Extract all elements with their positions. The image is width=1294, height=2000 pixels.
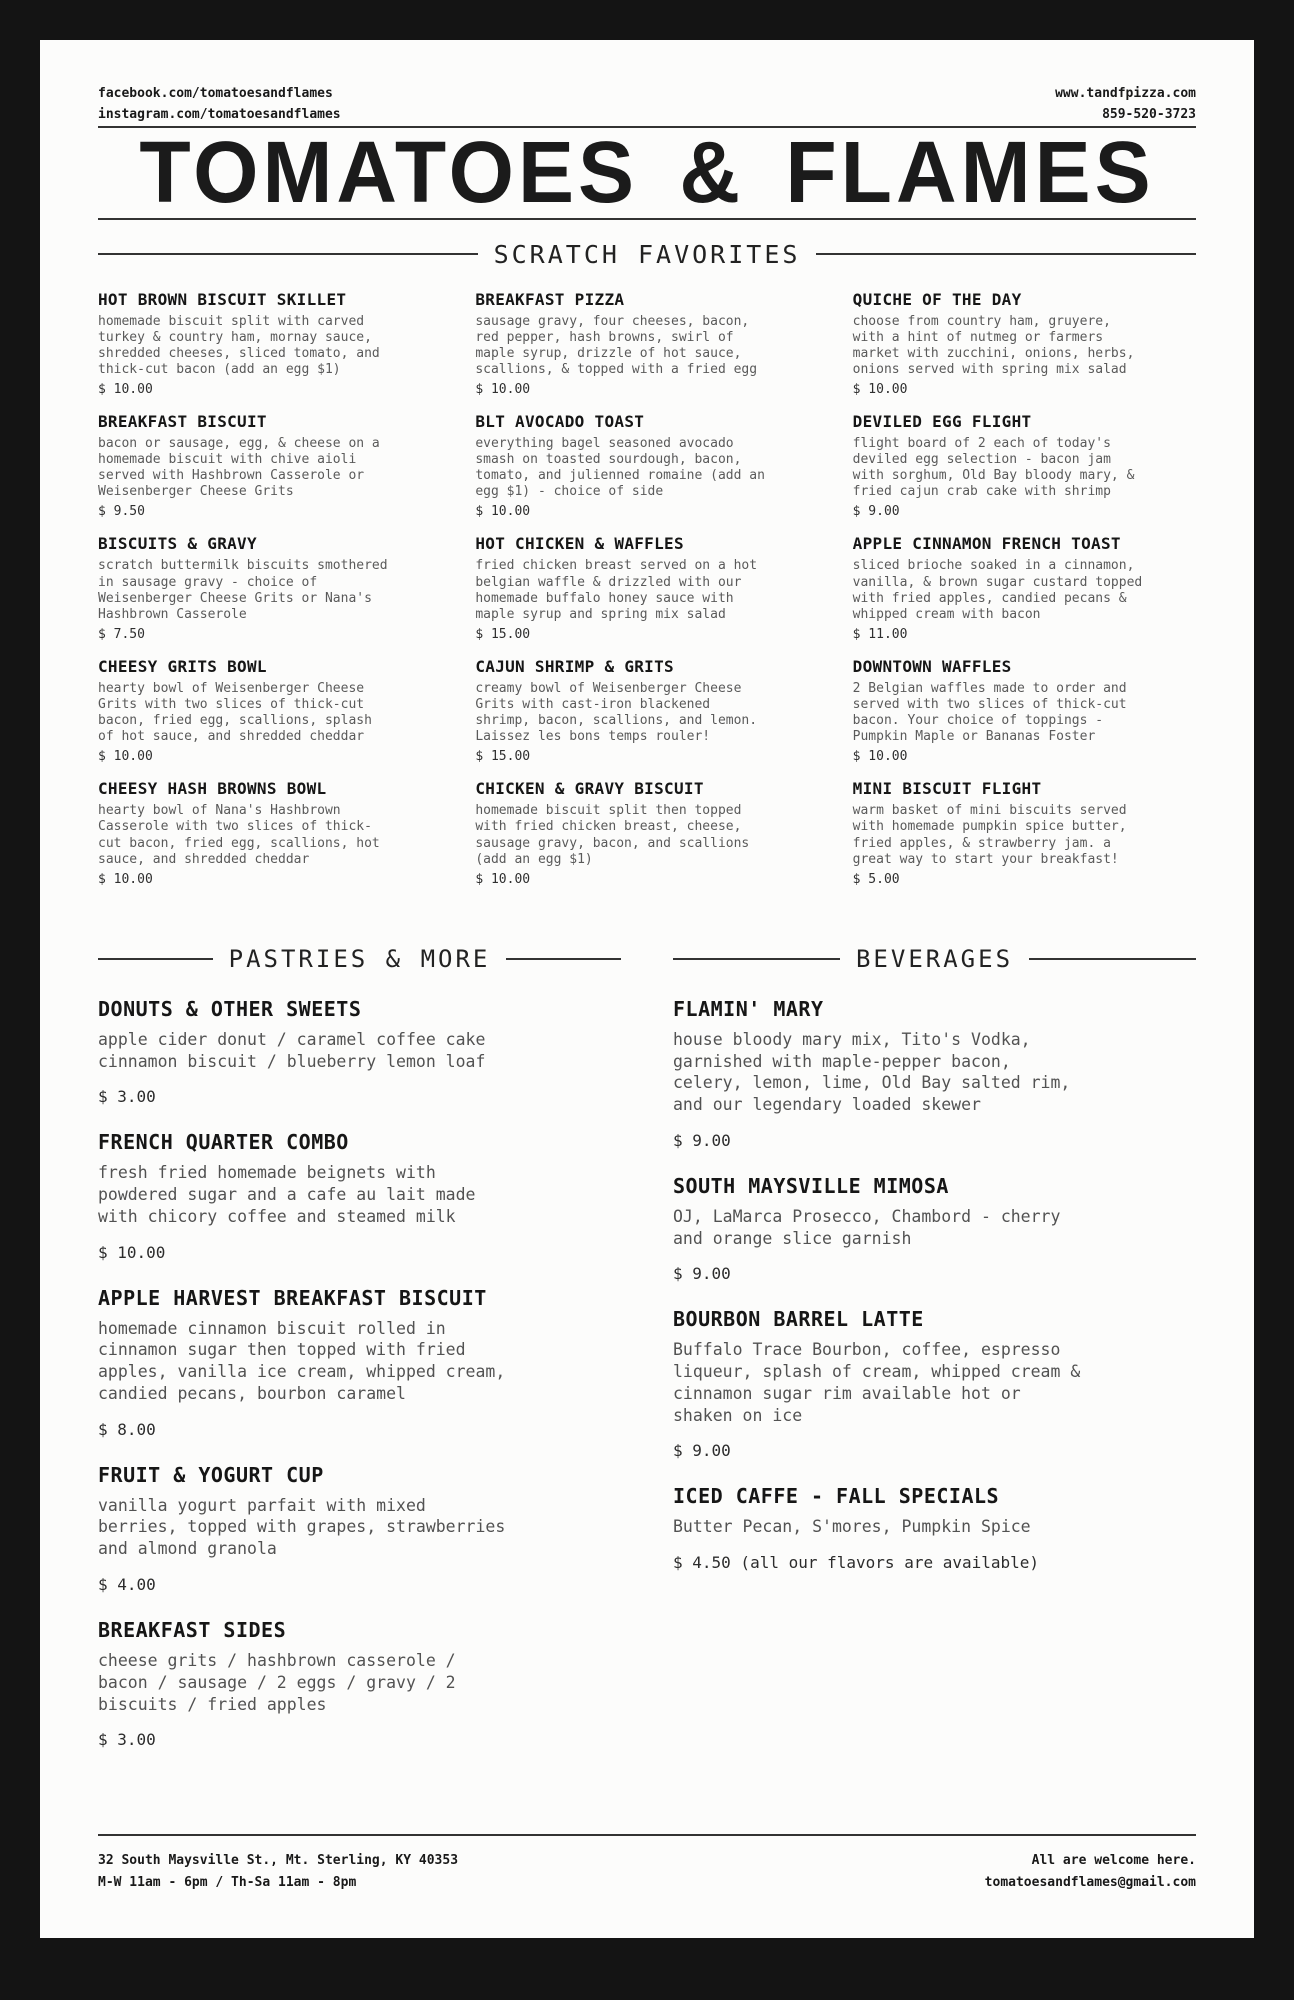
item-name: DEVILED EGG FLIGHT bbox=[852, 412, 1032, 432]
item-price: $ 10.00 bbox=[475, 504, 531, 520]
contact-info bbox=[1055, 84, 1196, 126]
item-price: $ 9.50 bbox=[98, 504, 145, 520]
item-name: APPLE CINNAMON FRENCH TOAST bbox=[852, 534, 1121, 554]
section-title: PASTRIES & MORE bbox=[228, 944, 491, 973]
item-name: CHEESY HASH BROWNS BOWL bbox=[98, 779, 327, 799]
item-description: flight board of 2 each of today's deviled egg selection - bacon jam with sorghum, Old Bay bloody mary, & fried cajun crab cake with shrimp bbox=[852, 436, 1135, 500]
item-description: Buffalo Trace Bourbon, coffee, espresso liqueur, splash of cream, whipped cream & cinnamon sugar rim available hot or shaken on ice bbox=[673, 1340, 1081, 1425]
footer-left bbox=[98, 1850, 458, 1894]
menu-item bbox=[475, 779, 818, 886]
item-description: sliced brioche soaked in a cinnamon, vanilla, & brown sugar custard topped with fried apples, candied pecans & whipped cream with bacon bbox=[852, 558, 1143, 622]
heading-rule-left bbox=[673, 958, 840, 960]
menu-item bbox=[853, 290, 1196, 397]
menu-item bbox=[853, 412, 1196, 519]
item-name: CHICKEN & GRAVY BISCUIT bbox=[475, 779, 704, 799]
beverages-heading bbox=[673, 945, 1196, 973]
menu-item bbox=[853, 779, 1196, 886]
welcome-note: All are welcome here. bbox=[1031, 1852, 1196, 1868]
scratch-favorites-heading bbox=[98, 240, 1196, 269]
item-description: 2 Belgian waffles made to order and served with two slices of thick-cut bacon. Your choice of toppings - Pumpkin Maple or Bananas Foster bbox=[852, 680, 1127, 745]
item-price: $ 9.00 bbox=[673, 1130, 731, 1150]
item-description: homemade biscuit split then topped with fried chicken breast, cheese, sausage gravy, bacon, and scallions (add an egg $1) bbox=[475, 803, 750, 867]
item-description: cheese grits / hashbrown casserole / bacon / sausage / 2 eggs / gravy / 2 biscuits / fried apples bbox=[98, 1650, 456, 1714]
item-description: vanilla yogurt parfait with mixed berries, topped with grapes, strawberries and almond granola bbox=[98, 1495, 506, 1559]
menu-item bbox=[673, 1307, 1196, 1460]
heading-rule-right bbox=[816, 253, 1196, 255]
item-description: fresh fried homemade beignets with powdered sugar and a cafe au lait made with chicory coffee and steamed milk bbox=[98, 1163, 476, 1226]
item-price: $ 7.50 bbox=[98, 626, 145, 642]
item-description: everything bagel seasoned avocado smash on toasted sourdough, bacon, tomato, and julienned romaine (add an egg $1) - choice of side bbox=[475, 436, 765, 500]
heading-rule-left bbox=[98, 958, 213, 960]
item-name: SOUTH MAYSVILLE MIMOSA bbox=[673, 1173, 949, 1198]
facebook-url: facebook.com/tomatoesandflames bbox=[98, 86, 333, 101]
address: 32 South Maysville St., Mt. Sterling, KY 40353 bbox=[98, 1852, 459, 1868]
instagram-url: instagram.com/tomatoesandflames bbox=[98, 106, 341, 122]
item-name: BREAKFAST PIZZA bbox=[475, 289, 625, 309]
pastries-items bbox=[98, 997, 621, 1749]
item-name: MINI BISCUIT FLIGHT bbox=[852, 779, 1042, 799]
menu-item bbox=[673, 1484, 1196, 1572]
scratch-favorites-columns bbox=[98, 275, 1196, 887]
item-description: Butter Pecan, S'mores, Pumpkin Spice bbox=[673, 1517, 1031, 1537]
item-price: $ 10.00 bbox=[98, 749, 153, 765]
menu-item bbox=[475, 412, 818, 519]
beverages-items bbox=[673, 997, 1196, 1572]
pastries-heading bbox=[98, 945, 621, 973]
item-name: BOURBON BARREL LATTE bbox=[673, 1307, 924, 1332]
section-title: SCRATCH FAVORITES bbox=[493, 239, 801, 269]
footer-row bbox=[98, 1850, 1196, 1894]
item-price: $ 9.00 bbox=[852, 504, 900, 520]
item-description: house bloody mary mix, Tito's Vodka, garnished with maple-pepper bacon, celery, lemon, lime, Old Bay salted rim, and our legendary loaded skewer bbox=[673, 1029, 1071, 1115]
item-price: $ 10.00 bbox=[475, 382, 531, 398]
menu-item bbox=[98, 1286, 621, 1439]
item-price: $ 5.00 bbox=[852, 871, 900, 887]
menu-page bbox=[40, 40, 1254, 1938]
section-pastries bbox=[98, 925, 621, 1749]
item-name: DOWNTOWN WAFFLES bbox=[852, 656, 1012, 676]
section-title: BEVERAGES bbox=[855, 944, 1014, 973]
menu-item bbox=[475, 534, 818, 641]
item-description: hearty bowl of Weisenberger Cheese Grits with two slices of thick-cut bacon, fried egg, scallions, splash of hot sauce, and shredded cheddar bbox=[98, 680, 372, 745]
menu-item bbox=[98, 534, 441, 641]
lower-sections bbox=[98, 925, 1196, 1749]
footer-divider bbox=[98, 1834, 1196, 1836]
menu-header bbox=[98, 84, 1196, 220]
menu-column bbox=[853, 275, 1196, 887]
menu-item bbox=[475, 290, 818, 397]
menu-item bbox=[98, 412, 441, 519]
item-description: choose from country ham, gruyere, with a hint of nutmeg or farmers market with zucchini, onions, herbs, onions served with spring mix salad bbox=[852, 313, 1135, 377]
item-price: $ 3.00 bbox=[98, 1730, 156, 1750]
item-name: BREAKFAST SIDES bbox=[98, 1617, 287, 1642]
phone-number: 859-520-3723 bbox=[1102, 106, 1196, 122]
item-description: creamy bowl of Weisenberger Cheese Grits with cast-iron blackened shrimp, bacon, scallions, and lemon. Laissez les bons temps rouler! bbox=[475, 680, 758, 745]
item-price: $ 9.00 bbox=[673, 1264, 731, 1284]
menu-column bbox=[98, 275, 441, 887]
item-description: scratch buttermilk biscuits smothered in sausage gravy - choice of Weisenberger Cheese Grits or Nana's Hashbrown Casserole bbox=[98, 558, 388, 622]
item-description: hearty bowl of Nana's Hashbrown Casserole with two slices of thick-cut bacon, fried egg, scallions, hot sauce, and shredded cheddar bbox=[98, 803, 380, 867]
item-name: QUICHE OF THE DAY bbox=[852, 289, 1022, 309]
item-price: $ 10.00 bbox=[98, 382, 153, 398]
item-name: HOT BROWN BISCUIT SKILLET bbox=[98, 289, 347, 309]
heading-rule-right bbox=[1029, 958, 1196, 960]
item-price: $ 4.00 bbox=[98, 1574, 156, 1594]
menu-column bbox=[475, 275, 818, 887]
item-name: ICED CAFFE - FALL SPECIALS bbox=[673, 1484, 1000, 1509]
item-description: OJ, LaMarca Prosecco, Chambord - cherry and orange slice garnish bbox=[673, 1206, 1061, 1248]
item-name: BLT AVOCADO TOAST bbox=[475, 412, 645, 432]
item-price: $ 10.00 bbox=[852, 749, 908, 765]
social-links bbox=[98, 84, 341, 126]
footer-right bbox=[985, 1850, 1196, 1894]
item-description: homemade cinnamon biscuit rolled in cinnamon sugar then topped with fried apples, vanilla ice cream, whipped cream, candied pecans, bourbon caramel bbox=[98, 1318, 506, 1403]
item-price: $ 8.00 bbox=[98, 1419, 156, 1439]
item-price: $ 9.00 bbox=[673, 1441, 731, 1461]
item-name: CAJUN SHRIMP & GRITS bbox=[475, 656, 674, 676]
menu-item bbox=[853, 534, 1196, 641]
opening-hours: M-W 11am - 6pm / Th-Sa 11am - 8pm bbox=[98, 1874, 357, 1890]
menu-item bbox=[98, 1618, 621, 1749]
menu-item bbox=[853, 657, 1196, 764]
item-name: BISCUITS & GRAVY bbox=[98, 534, 257, 554]
item-price: $ 3.00 bbox=[98, 1087, 156, 1107]
item-name: BREAKFAST BISCUIT bbox=[98, 412, 267, 432]
item-price: $ 11.00 bbox=[852, 626, 908, 642]
item-price: $ 10.00 bbox=[852, 382, 908, 398]
item-name: DONUTS & OTHER SWEETS bbox=[98, 996, 362, 1021]
menu-item bbox=[673, 997, 1196, 1150]
item-name: CHEESY GRITS BOWL bbox=[98, 656, 267, 676]
item-price: $ 10.00 bbox=[98, 1242, 166, 1262]
menu-item bbox=[673, 1174, 1196, 1284]
section-beverages bbox=[673, 925, 1196, 1749]
heading-rule-left bbox=[98, 253, 478, 255]
menu-item bbox=[98, 290, 441, 397]
item-name: FLAMIN' MARY bbox=[673, 996, 824, 1021]
item-name: FRENCH QUARTER COMBO bbox=[98, 1130, 349, 1155]
header-top-row bbox=[98, 84, 1196, 126]
menu-item bbox=[98, 997, 621, 1107]
item-price: $ 15.00 bbox=[475, 749, 531, 765]
website-url: www.tandfpizza.com bbox=[1055, 86, 1196, 101]
menu-footer bbox=[98, 1834, 1196, 1894]
menu-item bbox=[475, 657, 818, 764]
menu-item bbox=[98, 779, 441, 886]
item-description: warm basket of mini biscuits served with homemade pumpkin spice butter, fried apples, & strawberry jam. a great way to start your breakfast! bbox=[852, 803, 1127, 867]
heading-rule-right bbox=[506, 958, 621, 960]
item-description: bacon or sausage, egg, & cheese on a homemade biscuit with chive aioli served with Hashbrown Casserole or Weisenberger Cheese Grits bbox=[98, 436, 380, 500]
item-price: $ 15.00 bbox=[475, 626, 531, 642]
menu-item bbox=[98, 657, 441, 764]
item-name: FRUIT & YOGURT CUP bbox=[98, 1462, 324, 1487]
menu-item bbox=[98, 1130, 621, 1261]
item-description: fried chicken breast served on a hot belgian waffle & drizzled with our homemade buffalo honey sauce with maple syrup and spring mix salad bbox=[475, 558, 758, 622]
item-price: $ 10.00 bbox=[475, 871, 531, 887]
item-description: homemade biscuit split with carved turkey & country ham, mornay sauce, shredded cheeses, sliced tomato, and thick-cut bacon (add an egg $1) bbox=[98, 313, 380, 377]
item-name: APPLE HARVEST BREAKFAST BISCUIT bbox=[98, 1285, 487, 1310]
item-price: $ 4.50 (all our flavors are available) bbox=[673, 1553, 1040, 1573]
section-scratch-favorites bbox=[98, 240, 1196, 887]
item-description: sausage gravy, four cheeses, bacon, red pepper, hash browns, swirl of maple syrup, drizzle of hot sauce, scallions, & topped with a fried egg bbox=[475, 313, 758, 377]
email-address: tomatoesandflames@gmail.com bbox=[984, 1874, 1196, 1890]
item-price: $ 10.00 bbox=[98, 871, 153, 887]
item-description: apple cider donut / caramel coffee cake cinnamon biscuit / blueberry lemon loaf bbox=[98, 1029, 486, 1071]
menu-item bbox=[98, 1463, 621, 1594]
restaurant-title: TOMATOES & FLAMES bbox=[139, 122, 1155, 221]
item-name: HOT CHICKEN & WAFFLES bbox=[475, 534, 684, 554]
